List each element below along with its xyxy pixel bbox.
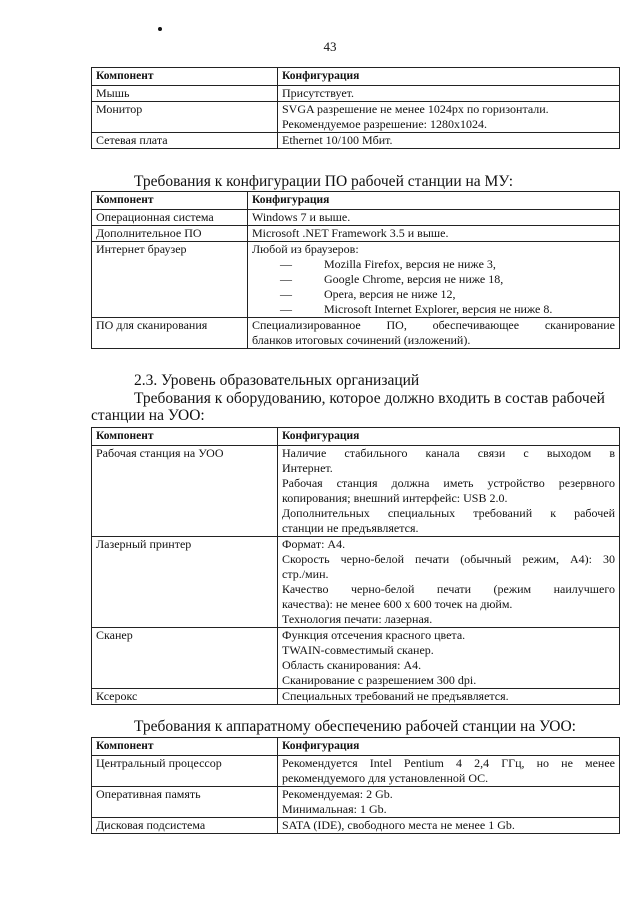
table-header-row — [92, 192, 620, 210]
config-cell — [248, 226, 620, 242]
component-cell: Ксерокс — [92, 689, 278, 705]
config-line: Microsoft .NET Framework 3.5 и выше. — [252, 226, 449, 240]
component-cell: Лазерный принтер — [92, 537, 278, 628]
config-line: рекомендуемого для установленной ОС. — [282, 771, 489, 785]
config-line: Дополнительных специальных требований к рабочей — [282, 506, 615, 520]
browser-list — [252, 257, 615, 317]
table-peripherals — [91, 67, 620, 149]
config-line: станции не предъявляется. — [282, 521, 419, 535]
config-line: Любой из браузеров: — [252, 242, 359, 256]
config-line: Скорость черно-белой печати (обычный режим, А4): 30 — [282, 552, 615, 566]
heading-uoo-hardware: Требования к оборудованию, которое должно входить в состав рабочей — [134, 390, 605, 407]
config-cell — [278, 133, 620, 149]
config-line: Присутствует. — [282, 86, 354, 100]
table-row — [92, 818, 620, 834]
table-row — [92, 318, 620, 349]
speck-mark — [158, 27, 162, 31]
config-line: Специальных требований не предъявляется. — [282, 689, 509, 703]
config-line: Рекомендуемая: 2 Gb. — [282, 787, 393, 801]
column-header-component: Компонент — [92, 192, 248, 210]
table-header-row — [92, 428, 620, 446]
config-cell — [248, 242, 620, 318]
config-cell — [248, 318, 620, 349]
table-row — [92, 242, 620, 318]
table-row — [92, 446, 620, 537]
config-cell — [278, 628, 620, 689]
config-cell — [278, 756, 620, 787]
column-header-component: Компонент — [92, 68, 278, 86]
section-title: 2.3. Уровень образовательных организаций — [134, 372, 420, 389]
config-cell — [278, 818, 620, 834]
config-line: Минимальная: 1 Gb. — [282, 802, 387, 816]
table-row — [92, 102, 620, 133]
table-mu-software — [91, 191, 620, 349]
config-line: Рекомендуемое разрешение: 1280x1024. — [282, 117, 487, 131]
config-line: Формат: А4. — [282, 537, 346, 551]
column-header-configuration: Конфигурация — [278, 428, 620, 446]
component-cell: Монитор — [92, 102, 278, 133]
table-row — [92, 226, 620, 242]
table-header-row — [92, 738, 620, 756]
table-row — [92, 210, 620, 226]
table-row — [92, 86, 620, 102]
table-header-row — [92, 68, 620, 86]
config-line: Наличие стабильного канала связи с выходом в — [282, 446, 615, 460]
config-cell — [278, 787, 620, 818]
config-line: Интернет. — [282, 461, 333, 475]
column-header-component: Компонент — [92, 738, 278, 756]
heading-uoo-hardware-cont: станции на УОО: — [91, 407, 205, 424]
config-line: Сканирование с разрешением 300 dpi. — [282, 673, 477, 687]
component-cell: Сканер — [92, 628, 278, 689]
config-line: Рекомендуется Intel Pentium 4 2,4 ГГц, но не менее — [282, 756, 615, 770]
config-line: Специализированное ПО, обеспечивающее сканирование — [252, 318, 615, 332]
config-line: TWAIN-совместимый сканер. — [282, 643, 434, 657]
config-line: Функция отсечения красного цвета. — [282, 628, 466, 642]
config-line: бланков итоговых сочинений (изложений). — [252, 333, 471, 347]
config-line: качества): не менее 600 x 600 точек на дюйм. — [282, 597, 513, 611]
config-line: копирования; внешний интерфейс: USB 2.0. — [282, 491, 508, 505]
component-cell: Оперативная память — [92, 787, 278, 818]
component-cell: Операционная система — [92, 210, 248, 226]
config-line: Область сканирования: А4. — [282, 658, 422, 672]
config-line: стр./мин. — [282, 567, 329, 581]
heading-mu-software: Требования к конфигурации ПО рабочей станции на МУ: — [134, 173, 514, 190]
heading-uoo-hardware-requirements: Требования к аппаратному обеспечению рабочей станции на УОО: — [134, 718, 576, 735]
component-cell: Дополнительное ПО — [92, 226, 248, 242]
table-row — [92, 787, 620, 818]
config-line: SATA (IDE), свободного места не менее 1 Gb. — [282, 818, 515, 832]
page-number: 43 — [323, 39, 337, 54]
component-cell: Мышь — [92, 86, 278, 102]
table-uoo-hardware — [91, 737, 620, 834]
config-line: Ethernet 10/100 Мбит. — [282, 133, 393, 147]
config-cell — [248, 210, 620, 226]
table-row — [92, 756, 620, 787]
config-cell — [278, 86, 620, 102]
config-cell — [278, 102, 620, 133]
component-cell: Центральный процессор — [92, 756, 278, 787]
config-line: Технология печати: лазерная. — [282, 612, 433, 626]
component-cell: Сетевая плата — [92, 133, 278, 149]
config-cell — [278, 446, 620, 537]
component-cell: ПО для сканирования — [92, 318, 248, 349]
table-row — [92, 133, 620, 149]
config-line: Windows 7 и выше. — [252, 210, 351, 224]
list-item: — Opera, версия не ниже 12, — [252, 287, 615, 302]
config-line: Рабочая станция должна иметь устройство резервного — [282, 476, 615, 490]
list-item: — Google Chrome, версия не ниже 18, — [252, 272, 615, 287]
component-cell: Интернет браузер — [92, 242, 248, 318]
list-item: — Microsoft Internet Explorer, версия не ниже 8. — [252, 302, 615, 317]
config-line: SVGA разрешение не менее 1024px по горизонтали. — [282, 102, 549, 116]
config-cell — [278, 537, 620, 628]
table-row — [92, 628, 620, 689]
config-line: Качество черно-белой печати (режим наилучшего — [282, 582, 615, 596]
column-header-configuration: Конфигурация — [278, 738, 620, 756]
table-row — [92, 689, 620, 705]
config-cell — [278, 689, 620, 705]
table-row — [92, 537, 620, 628]
list-item: — Mozilla Firefox, версия не ниже 3, — [252, 257, 615, 272]
column-header-configuration: Конфигурация — [278, 68, 620, 86]
component-cell: Рабочая станция на УОО — [92, 446, 278, 537]
table-uoo-equipment — [91, 427, 620, 705]
column-header-configuration: Конфигурация — [248, 192, 620, 210]
component-cell: Дисковая подсистема — [92, 818, 278, 834]
column-header-component: Компонент — [92, 428, 278, 446]
